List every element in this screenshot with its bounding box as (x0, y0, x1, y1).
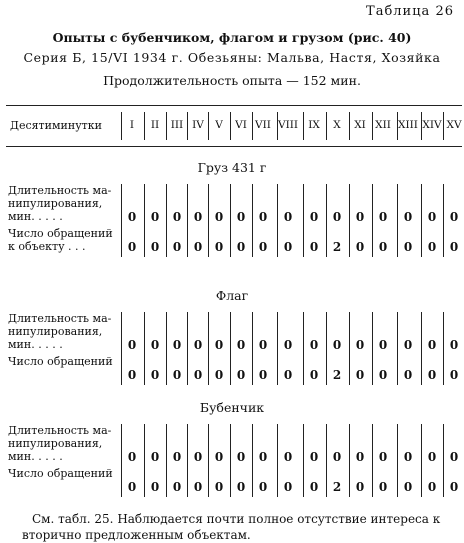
duration-line: Продолжительность опыта — 152 мин. (103, 73, 361, 88)
table-cell: 0 (258, 338, 268, 352)
table-cell: 0 (332, 450, 342, 464)
table-cell: 0 (355, 210, 365, 224)
column-separator (326, 112, 327, 140)
table-cell: 0 (332, 338, 342, 352)
table-cell: 0 (449, 368, 459, 382)
table-cell: 0 (150, 240, 160, 254)
table-cell: 0 (283, 210, 293, 224)
table-cell: 0 (449, 480, 459, 494)
table-cell: 0 (427, 480, 437, 494)
table-cell: 0 (193, 368, 203, 382)
row-label: Длительность ма- (8, 312, 112, 325)
row-label: Длительность ма- (8, 424, 112, 437)
table-cell: 0 (214, 240, 224, 254)
section-title: Флаг (215, 288, 249, 303)
table-cell: 0 (378, 450, 388, 464)
table-cell: 0 (355, 240, 365, 254)
row-label: к объекту . . . (8, 240, 86, 253)
table-cell: 0 (355, 368, 365, 382)
table-cell: 0 (449, 210, 459, 224)
table-cell: 0 (127, 368, 137, 382)
table-cell: 0 (283, 450, 293, 464)
table-cell: 0 (403, 338, 413, 352)
column-header: VII (255, 119, 271, 131)
column-header: VI (235, 119, 247, 131)
column-separator (303, 112, 304, 140)
table-cell: 0 (214, 450, 224, 464)
table-cell: 0 (150, 338, 160, 352)
table-cell: 0 (403, 480, 413, 494)
column-header: IV (192, 119, 204, 131)
row-label: Длительность ма- (8, 184, 112, 197)
row-label: Число обращений (8, 227, 113, 240)
column-separator (166, 112, 167, 140)
table-cell: 0 (309, 210, 319, 224)
table-cell: 0 (332, 210, 342, 224)
column-separator (372, 112, 373, 140)
column-header: II (150, 119, 160, 131)
table-cell: 0 (193, 450, 203, 464)
table-cell: 0 (214, 338, 224, 352)
table-cell: 0 (236, 450, 246, 464)
column-header: XI (354, 119, 366, 131)
table-cell: 0 (150, 480, 160, 494)
table-cell: 0 (150, 368, 160, 382)
column-separator (443, 112, 444, 140)
table-cell: 0 (355, 480, 365, 494)
table-cell: 0 (378, 240, 388, 254)
table-cell: 0 (172, 368, 182, 382)
table-cell: 0 (172, 338, 182, 352)
column-separator (277, 112, 278, 140)
row-label: мин. . . . . (8, 450, 63, 463)
column-header: XV (446, 119, 462, 131)
table-cell: 0 (258, 450, 268, 464)
table-cell: 0 (403, 368, 413, 382)
table-cell: 0 (193, 240, 203, 254)
table-cell: 0 (427, 368, 437, 382)
table-cell: 0 (427, 338, 437, 352)
column-header: XIII (398, 119, 418, 131)
table-cell: 0 (127, 240, 137, 254)
column-header: VIII (278, 119, 299, 131)
table-cell: 0 (283, 338, 293, 352)
table-cell: 0 (258, 368, 268, 382)
table-cell: 0 (172, 450, 182, 464)
row-label: нипулирования, (8, 325, 103, 338)
table-cell: 0 (355, 450, 365, 464)
row-label: Число обращений (8, 467, 113, 480)
table-header (6, 105, 462, 147)
table-cell: 0 (427, 450, 437, 464)
table-cell: 0 (236, 240, 246, 254)
section-title: Груз 431 г (197, 160, 267, 175)
table-cell: 0 (127, 338, 137, 352)
table-cell: 0 (127, 210, 137, 224)
table-cell: 0 (258, 240, 268, 254)
table-cell: 0 (309, 368, 319, 382)
table-cell: 0 (378, 480, 388, 494)
table-cell: 0 (236, 338, 246, 352)
column-separator (230, 112, 231, 140)
section-title: Бубенчик (199, 400, 265, 415)
table-cell: 0 (309, 338, 319, 352)
table-cell: 0 (258, 210, 268, 224)
table-cell: 0 (355, 338, 365, 352)
column-header: X (333, 119, 341, 131)
column-header: III (170, 119, 184, 131)
table-cell: 0 (427, 210, 437, 224)
table-cell: 0 (193, 210, 203, 224)
column-header: I (129, 119, 135, 131)
table-number: Таблица 26 (366, 4, 454, 19)
table-cell: 0 (236, 210, 246, 224)
table-cell: 0 (283, 240, 293, 254)
row-label: мин. . . . . (8, 338, 63, 351)
table-cell: 2 (332, 368, 342, 382)
table-cell: 0 (427, 240, 437, 254)
column-header-label: Десятиминутки (10, 119, 102, 132)
table-cell: 0 (127, 450, 137, 464)
series-line: Серия Б, 15/VI 1934 г. Обезьяны: Мальва, Настя, Хозяйка (23, 50, 441, 65)
table-cell: 0 (258, 480, 268, 494)
column-header: IX (308, 119, 320, 131)
table-cell: 0 (172, 480, 182, 494)
table-cell: 0 (309, 240, 319, 254)
table-cell: 0 (283, 480, 293, 494)
table-cell: 0 (449, 450, 459, 464)
table-cell: 0 (309, 450, 319, 464)
table-cell: 0 (214, 368, 224, 382)
table-cell: 0 (150, 210, 160, 224)
row-label: Число обращений (8, 355, 113, 368)
table-cell: 0 (236, 480, 246, 494)
table-cell: 0 (378, 368, 388, 382)
table-title: Опыты с бубенчиком, флагом и грузом (рис. 40) (52, 30, 412, 45)
column-separator (421, 112, 422, 140)
table-cell: 0 (403, 240, 413, 254)
table-cell: 0 (193, 480, 203, 494)
table-cell: 0 (449, 338, 459, 352)
column-separator (187, 112, 188, 140)
table-cell: 0 (127, 480, 137, 494)
column-separator (252, 112, 253, 140)
column-separator (397, 112, 398, 140)
table-cell: 0 (449, 240, 459, 254)
table-cell: 0 (236, 368, 246, 382)
row-label: нипулирования, (8, 197, 103, 210)
table-cell: 0 (283, 368, 293, 382)
table-cell: 0 (172, 240, 182, 254)
row-label: мин. . . . . (8, 210, 63, 223)
table-cell: 0 (403, 450, 413, 464)
table-cell: 0 (378, 338, 388, 352)
table-cell: 0 (214, 480, 224, 494)
column-separator (349, 112, 350, 140)
row-label: нипулирования, (8, 437, 103, 450)
table-cell: 2 (332, 240, 342, 254)
table-cell: 0 (150, 450, 160, 464)
column-separator (144, 112, 145, 140)
table-cell: 0 (309, 480, 319, 494)
table-cell: 0 (214, 210, 224, 224)
column-separator (208, 112, 209, 140)
table-cell: 0 (403, 210, 413, 224)
table-cell: 2 (332, 480, 342, 494)
column-header: V (215, 119, 223, 131)
column-header: XIV (422, 119, 442, 131)
table-cell: 0 (378, 210, 388, 224)
column-header: XII (375, 119, 391, 131)
column-separator (121, 112, 122, 140)
table-cell: 0 (172, 210, 182, 224)
table-cell: 0 (193, 338, 203, 352)
footnote: См. табл. 25. Наблюдается почти полное отсутствие интереса к вторично предложенным объектам. (22, 512, 441, 542)
